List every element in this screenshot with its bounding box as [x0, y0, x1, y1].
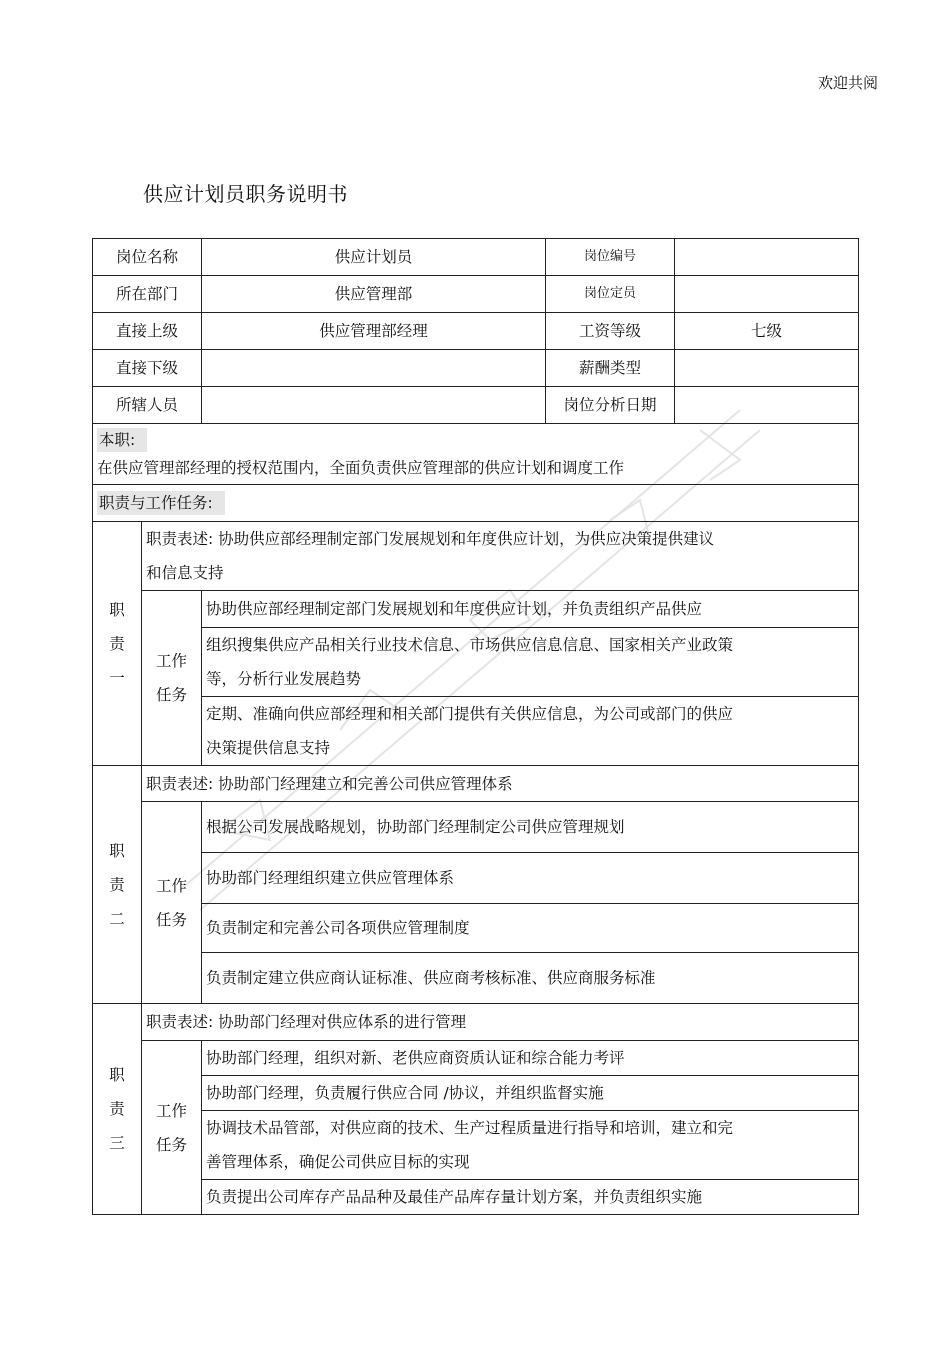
job-description-table: [92, 238, 859, 1215]
label-pay-type: 薪酬类型: [546, 350, 675, 387]
summary-text: 在供应管理部经理的授权范围内，全面负责供应管理部的供应计划和调度工作: [97, 459, 625, 477]
duty-1-task-3-line-2: 决策提供信息支持: [206, 739, 331, 757]
duty-3-task-row: [93, 1111, 859, 1180]
duty-1-task-row: [93, 591, 859, 628]
summary-label: 本职:: [97, 428, 147, 452]
info-row-subordinate: [93, 350, 859, 387]
duty-1-task-3-line-1: 定期、准确向供应部经理和相关部门提供有关供应信息，为公司或部门的供应: [206, 705, 734, 723]
duty-1-task-1: 协助供应部经理制定部门发展规划和年度供应计划，并负责组织产品供应: [202, 591, 859, 628]
duty-3-desc: 职责表述: 协助部门经理对供应体系的进行管理: [142, 1004, 859, 1041]
info-row-position-name: [93, 239, 859, 276]
duties-header-row: [93, 485, 859, 522]
duty-1-task-row: [93, 697, 859, 766]
value-superior: 供应管理部经理: [202, 313, 546, 350]
duty-3-desc-row: [93, 1004, 859, 1041]
duty-1-task-row: [93, 628, 859, 697]
duty-2-task-4: 负责制定建立供应商认证标准、供应商考核标准、供应商服务标准: [202, 953, 859, 1004]
duty-3-task-3-line-2: 善管理体系，确促公司供应目标的实现: [206, 1153, 470, 1171]
duty-3-task-4: 负责提出公司库存产品品种及最佳产品库存量计划方案，并负责组织实施: [202, 1180, 859, 1215]
duty-2-desc: 职责表述: 协助部门经理建立和完善公司供应管理体系: [142, 766, 859, 802]
summary-row: [93, 424, 859, 485]
value-position-name: 供应计划员: [202, 239, 546, 276]
label-position-name: 岗位名称: [93, 239, 202, 276]
duty-2-task-row: [93, 853, 859, 904]
duty-2-task-3: 负责制定和完善公司各项供应管理制度: [202, 904, 859, 953]
document-title: 供应计划员职务说明书: [143, 182, 348, 206]
label-analysis-date: 岗位分析日期: [546, 387, 675, 424]
info-row-superior: [93, 313, 859, 350]
duty-2-desc-row: [93, 766, 859, 802]
duty-1-desc-line-1: 职责表述: 协助供应部经理制定部门发展规划和年度供应计划，为供应决策提供建议: [146, 530, 715, 548]
duty-2-task-label: 工作 任务: [142, 802, 202, 1004]
label-superior: 直接上级: [93, 313, 202, 350]
duty-2-task-2: 协助部门经理组织建立供应管理体系: [202, 853, 859, 904]
duty-3-task-label: 工作 任务: [142, 1041, 202, 1215]
duty-3-task-row: [93, 1180, 859, 1215]
duty-1-task-2-line-2: 等，分析行业发展趋势: [206, 670, 362, 688]
value-department: 供应管理部: [202, 276, 546, 313]
duty-3-task-row: [93, 1076, 859, 1111]
duty-1-task-label: 工作 任务: [142, 591, 202, 766]
duty-3-task-3-line-1: 协调技术品管部，对供应商的技术、生产过程质量进行指导和培训，建立和完: [206, 1119, 734, 1137]
label-position-number: 岗位编号: [546, 239, 675, 276]
value-pay-type: [675, 350, 859, 387]
value-analysis-date: [675, 387, 859, 424]
value-headcount: [675, 276, 859, 313]
duty-1-desc-row: [93, 522, 859, 591]
duty-2-task-row: [93, 802, 859, 853]
duty-1-task-2-line-1: 组织搜集供应产品相关行业技术信息、市场供应信息信息、国家相关产业政策: [206, 636, 734, 654]
label-headcount: 岗位定员: [546, 276, 675, 313]
duty-3-task-2: 协助部门经理，负责履行供应合同 /协议，并组织监督实施: [202, 1076, 859, 1111]
value-staff: [202, 387, 546, 424]
duty-2-name: 职 责 二: [93, 766, 142, 1004]
duty-3-task-row: [93, 1041, 859, 1076]
duty-1-desc-line-2: 和信息支持: [146, 564, 224, 582]
info-row-staff: [93, 387, 859, 424]
duty-2-task-1: 根据公司发展战略规划，协助部门经理制定公司供应管理规划: [202, 802, 859, 853]
duty-3-task-1: 协助部门经理，组织对新、老供应商资质认证和综合能力考评: [202, 1041, 859, 1076]
value-salary-grade: 七级: [675, 313, 859, 350]
label-staff: 所辖人员: [93, 387, 202, 424]
duty-2-task-row: [93, 953, 859, 1004]
duty-2-task-row: [93, 904, 859, 953]
info-row-department: [93, 276, 859, 313]
duties-label: 职责与工作任务:: [97, 491, 225, 515]
header-note: 欢迎共阅: [817, 74, 878, 92]
label-subordinate: 直接下级: [93, 350, 202, 387]
value-position-number: [675, 239, 859, 276]
value-subordinate: [202, 350, 546, 387]
duty-1-name: 职 责 一: [93, 522, 142, 766]
label-salary-grade: 工资等级: [546, 313, 675, 350]
duty-3-name: 职 责 三: [93, 1004, 142, 1215]
label-department: 所在部门: [93, 276, 202, 313]
